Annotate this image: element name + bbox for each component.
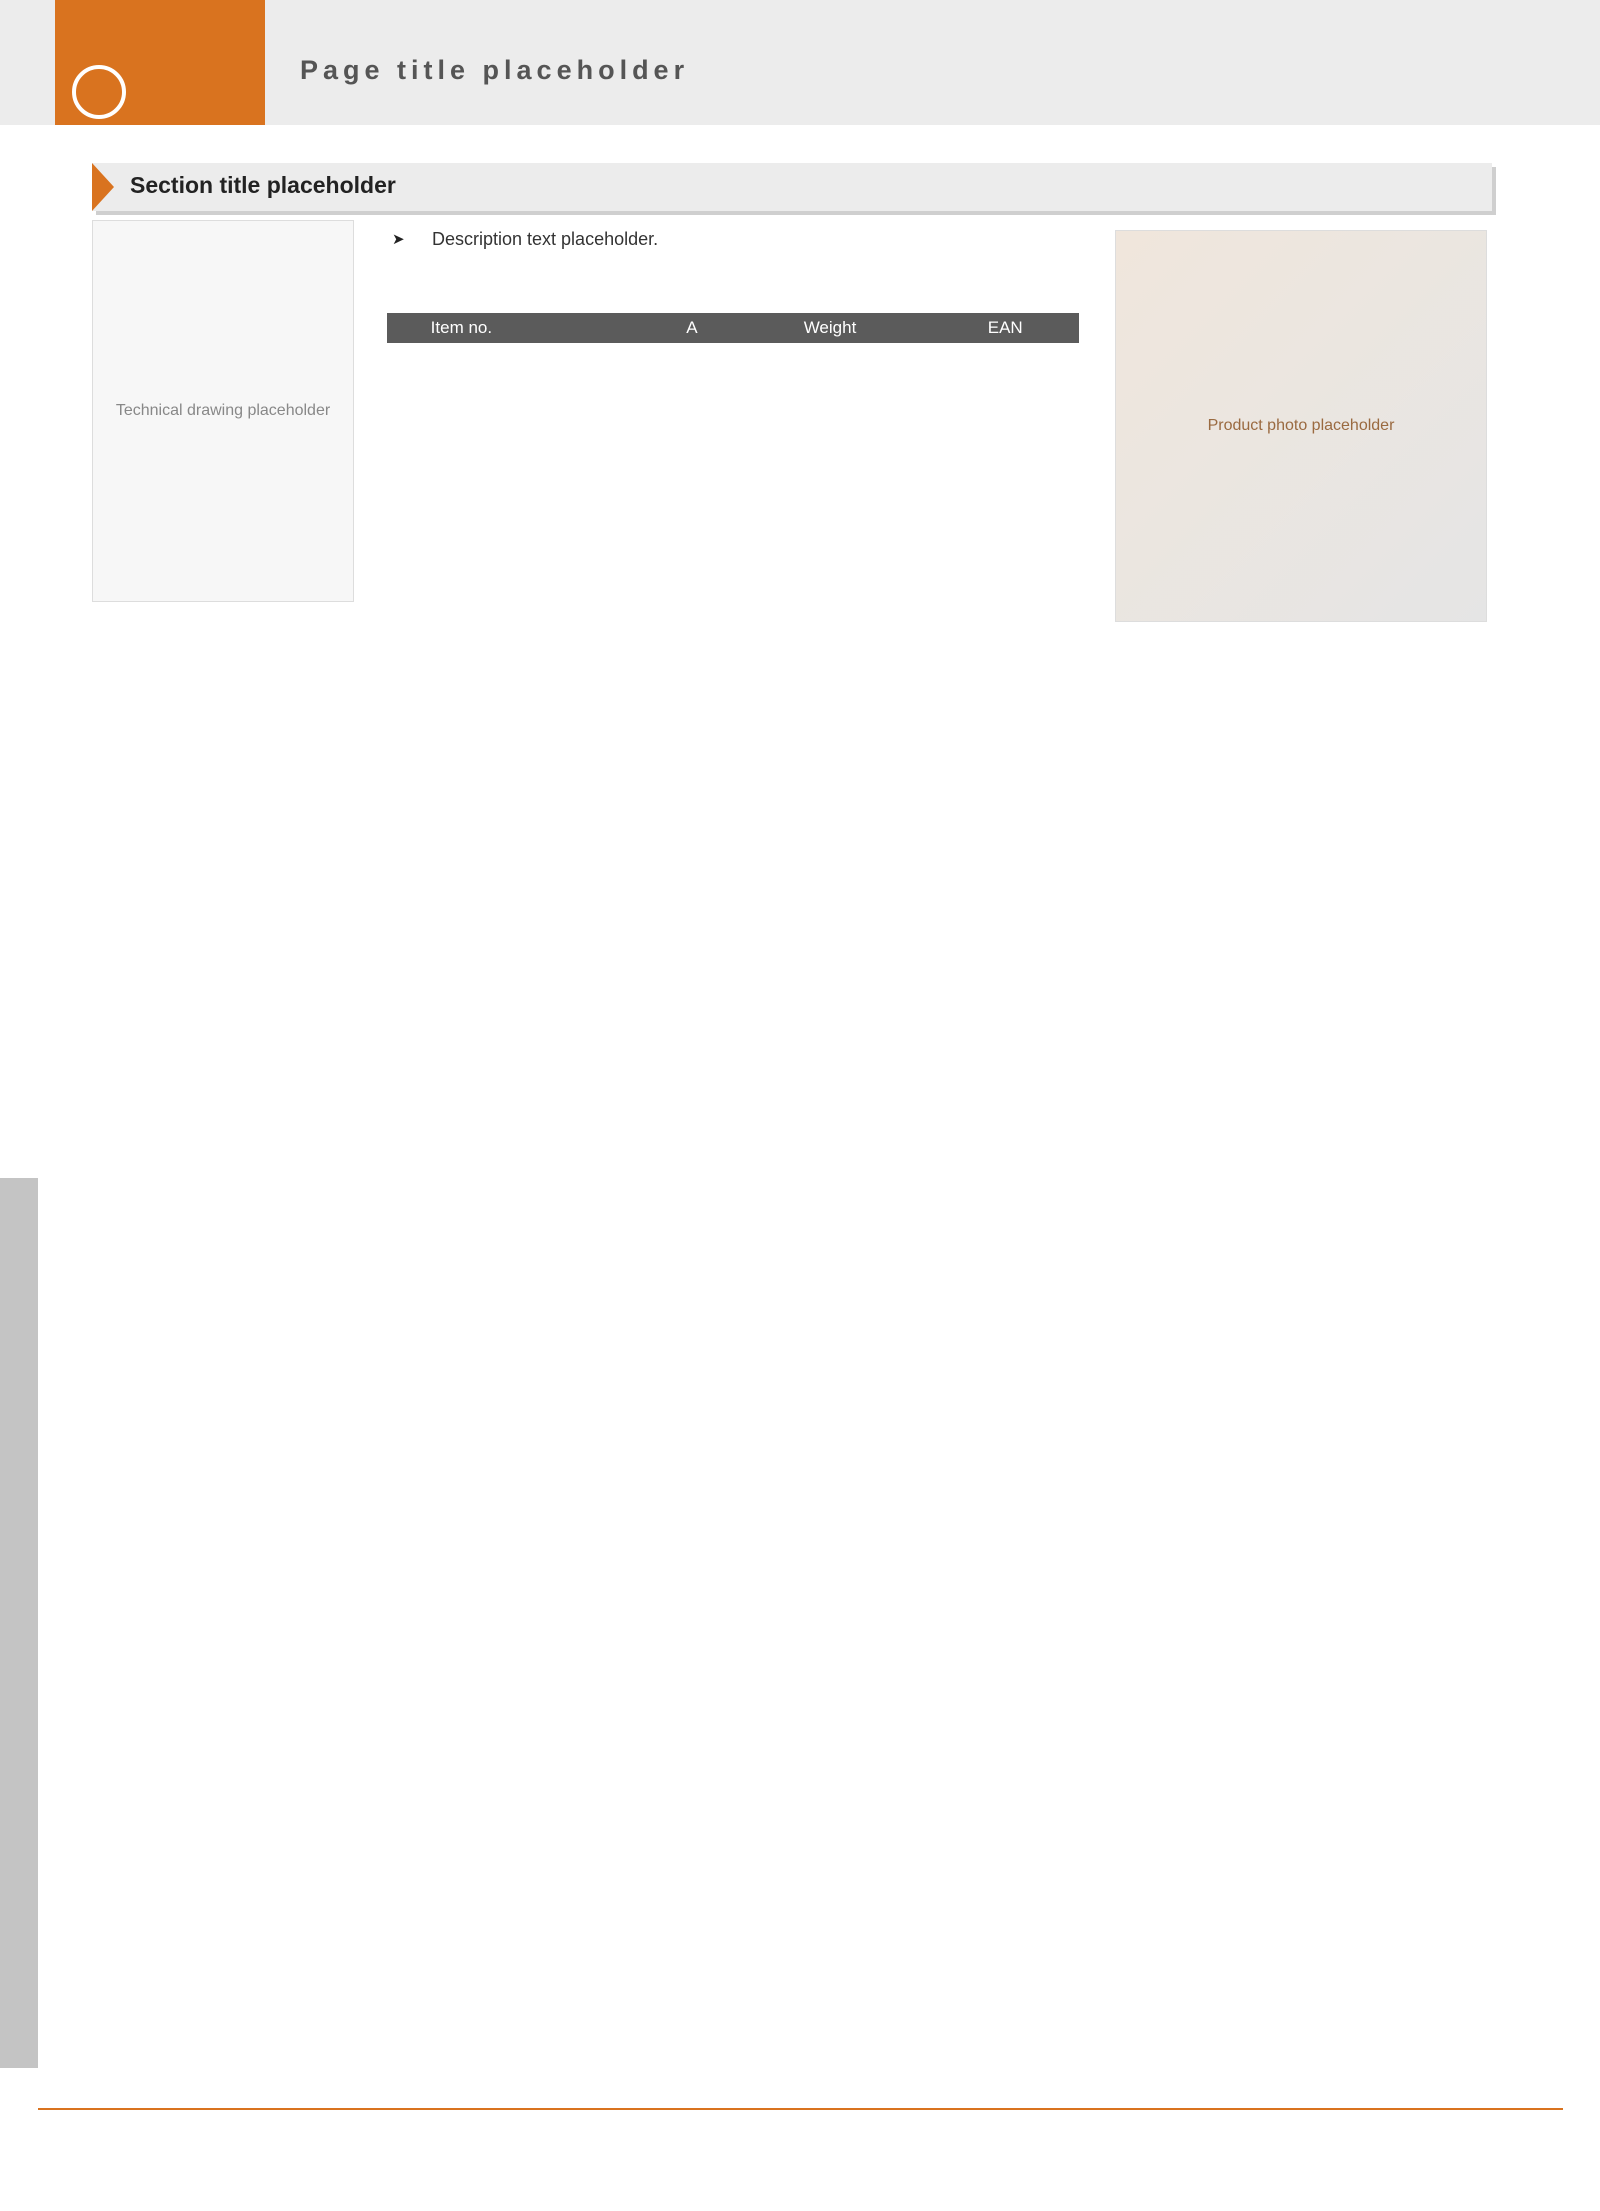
side-tab xyxy=(0,1178,38,2068)
section-title: Section title placeholder xyxy=(130,172,396,198)
footer-divider xyxy=(38,2108,1563,2110)
technical-drawing: Technical drawing placeholder xyxy=(92,220,354,602)
brand-logo-icon xyxy=(72,65,126,119)
product-photo: Product photo placeholder xyxy=(1115,230,1487,622)
col-header-a: A xyxy=(655,313,728,343)
product-table xyxy=(387,313,1079,343)
col-header-item: Item no. xyxy=(425,313,656,343)
page-title: Page title placeholder xyxy=(300,55,690,85)
section-arrow-icon xyxy=(92,163,114,211)
swatch-header xyxy=(387,313,425,343)
section-description xyxy=(392,228,1072,253)
col-header-weight: Weight xyxy=(729,313,932,343)
page-header xyxy=(0,0,1600,125)
col-header-ean: EAN xyxy=(931,313,1079,343)
bullet-text: ➤ Description text placeholder. xyxy=(392,228,1072,251)
